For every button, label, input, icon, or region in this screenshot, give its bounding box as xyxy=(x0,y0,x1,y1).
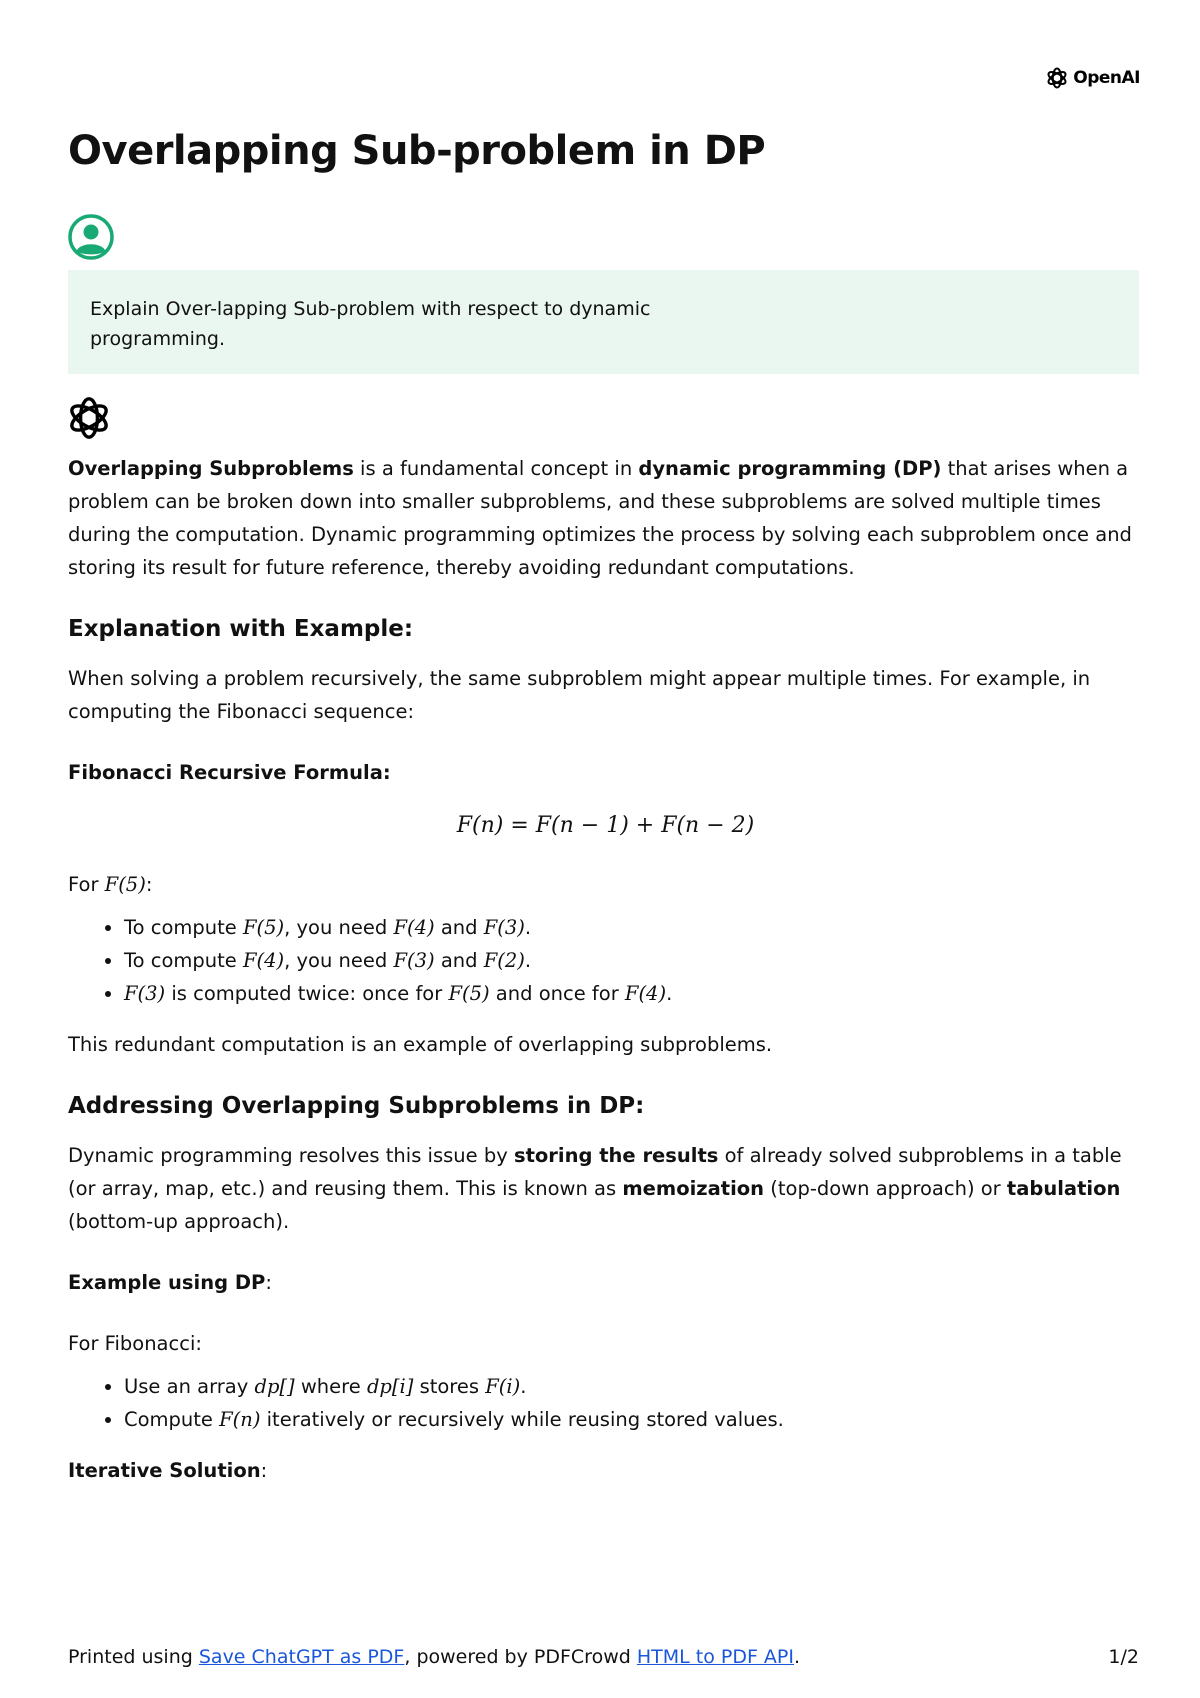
list-text: , you need xyxy=(284,916,394,939)
for-f5-text: For xyxy=(68,873,105,896)
recursion-list xyxy=(68,911,1143,1010)
heading-addressing: Addressing Overlapping Subproblems in DP: xyxy=(68,1093,645,1119)
for-f5-line xyxy=(68,868,1143,901)
dp-paragraph xyxy=(68,1139,1143,1238)
user-prompt-box xyxy=(68,270,1139,374)
iterative-text: Iterative Solution xyxy=(68,1459,261,1482)
page-title: Overlapping Sub-problem in DP xyxy=(68,128,766,174)
list-text: and xyxy=(434,916,484,939)
list-text: iteratively or recursively while reusing stored values. xyxy=(260,1408,784,1431)
brand-name: OpenAI xyxy=(1073,68,1140,88)
list-text: Compute xyxy=(124,1408,220,1431)
term-memoization: memoization xyxy=(622,1177,765,1200)
save-chatgpt-pdf-link[interactable]: Save ChatGPT as PDF xyxy=(198,1646,405,1668)
iterative-end: : xyxy=(260,1459,268,1482)
heading-explanation: Explanation with Example: xyxy=(68,616,414,642)
math-expr: F(3) xyxy=(124,982,166,1005)
math-expr: F(4) xyxy=(624,982,667,1005)
list-text: . xyxy=(666,982,673,1005)
list-item xyxy=(124,944,1143,977)
user-icon xyxy=(68,214,114,260)
fibonacci-formula: F(n) = F(n − 1) + F(n − 2) xyxy=(456,813,755,838)
math-expr: F(3) xyxy=(483,916,525,939)
html-to-pdf-api-link[interactable]: HTML to PDF API xyxy=(636,1646,794,1668)
fibonacci-label xyxy=(68,756,1143,789)
intro-paragraph xyxy=(68,452,1143,584)
term-storing-results: storing the results xyxy=(513,1144,719,1167)
math-expr: F(2) xyxy=(483,949,525,972)
math-expr: F(n) xyxy=(219,1408,261,1431)
math-expr: F(5) xyxy=(242,916,285,939)
list-text: To compute xyxy=(124,949,243,972)
term-dynamic-programming: dynamic programming (DP) xyxy=(638,457,942,480)
user-prompt-text: Explain Over-lapping Sub-problem with respect to dynamic programming. xyxy=(90,298,651,350)
example-dp-end: : xyxy=(265,1271,272,1294)
fibonacci-label-text: Fibonacci Recursive Formula: xyxy=(68,761,391,784)
dp-list xyxy=(68,1370,1143,1436)
intro-text-1: is a fundamental concept in xyxy=(353,457,639,480)
list-item xyxy=(124,1370,1143,1403)
recursive-paragraph: When solving a problem recursively, the same subproblem might appear multiple times. For example, in computing the Fibonacci sequence: xyxy=(68,667,1091,723)
chatgpt-icon xyxy=(66,395,112,441)
dp-text-3: (top-down approach) or xyxy=(764,1177,1007,1200)
list-item xyxy=(124,911,1143,944)
term-overlapping-subproblems: Overlapping Subproblems xyxy=(68,457,354,480)
list-text: , you need xyxy=(284,949,394,972)
list-text: . xyxy=(520,1375,527,1398)
redundant-paragraph: This redundant computation is an example of overlapping subproblems. xyxy=(68,1033,773,1056)
assistant-avatar xyxy=(66,395,112,445)
page-footer xyxy=(68,1646,1139,1668)
intro-text-2: that arises when a problem can be broken down into smaller subproblems, and these subproblems are solved multiple times during the computation. Dynamic programming optimizes the process by solving each subproblem once and storing its result for future reference, thereby avoiding redundant computations. xyxy=(68,457,1132,579)
assistant-response xyxy=(68,452,1143,1515)
list-text: stores xyxy=(413,1375,486,1398)
list-text: where xyxy=(294,1375,367,1398)
dp-text-2: of already solved subproblems in a table (or array, map, etc.) and reusing them. This is known as xyxy=(68,1144,1122,1200)
list-text: Use an array xyxy=(124,1375,255,1398)
math-expr: F(4) xyxy=(393,916,435,939)
math-expr: dp[i] xyxy=(366,1375,414,1398)
footer-text-2: , powered by PDFCrowd xyxy=(404,1646,637,1668)
math-expr: dp[] xyxy=(254,1375,295,1398)
list-text: . xyxy=(524,949,532,972)
math-expr: F(4) xyxy=(242,949,285,972)
brand-logo xyxy=(1045,66,1140,90)
math-expr: F(i) xyxy=(485,1375,521,1398)
list-text: To compute xyxy=(124,916,243,939)
term-tabulation: tabulation xyxy=(1006,1177,1121,1200)
openai-icon xyxy=(1045,66,1069,90)
math-expr: F(3) xyxy=(393,949,435,972)
dp-text-1: Dynamic programming resolves this issue by xyxy=(68,1144,514,1167)
dp-text-4: (bottom-up approach). xyxy=(68,1210,290,1233)
footer-text-3: . xyxy=(793,1646,801,1668)
example-dp-text: Example using DP xyxy=(68,1271,266,1294)
footer-text-1: Printed using xyxy=(68,1646,199,1668)
example-dp-label xyxy=(68,1266,1143,1299)
for-f5-end: : xyxy=(145,873,153,896)
for-fibonacci-line: For Fibonacci: xyxy=(68,1332,202,1355)
list-text: and xyxy=(434,949,484,972)
list-item xyxy=(124,977,1143,1010)
math-expr: F(5) xyxy=(448,982,490,1005)
list-text: . xyxy=(524,916,532,939)
math-f5: F(5) xyxy=(104,873,146,896)
list-text: is computed twice: once for xyxy=(165,982,449,1005)
page-number: 1/2 xyxy=(1108,1646,1139,1668)
list-text: and once for xyxy=(489,982,625,1005)
user-avatar xyxy=(68,214,114,264)
list-item xyxy=(124,1403,1143,1436)
iterative-label xyxy=(68,1454,1143,1487)
